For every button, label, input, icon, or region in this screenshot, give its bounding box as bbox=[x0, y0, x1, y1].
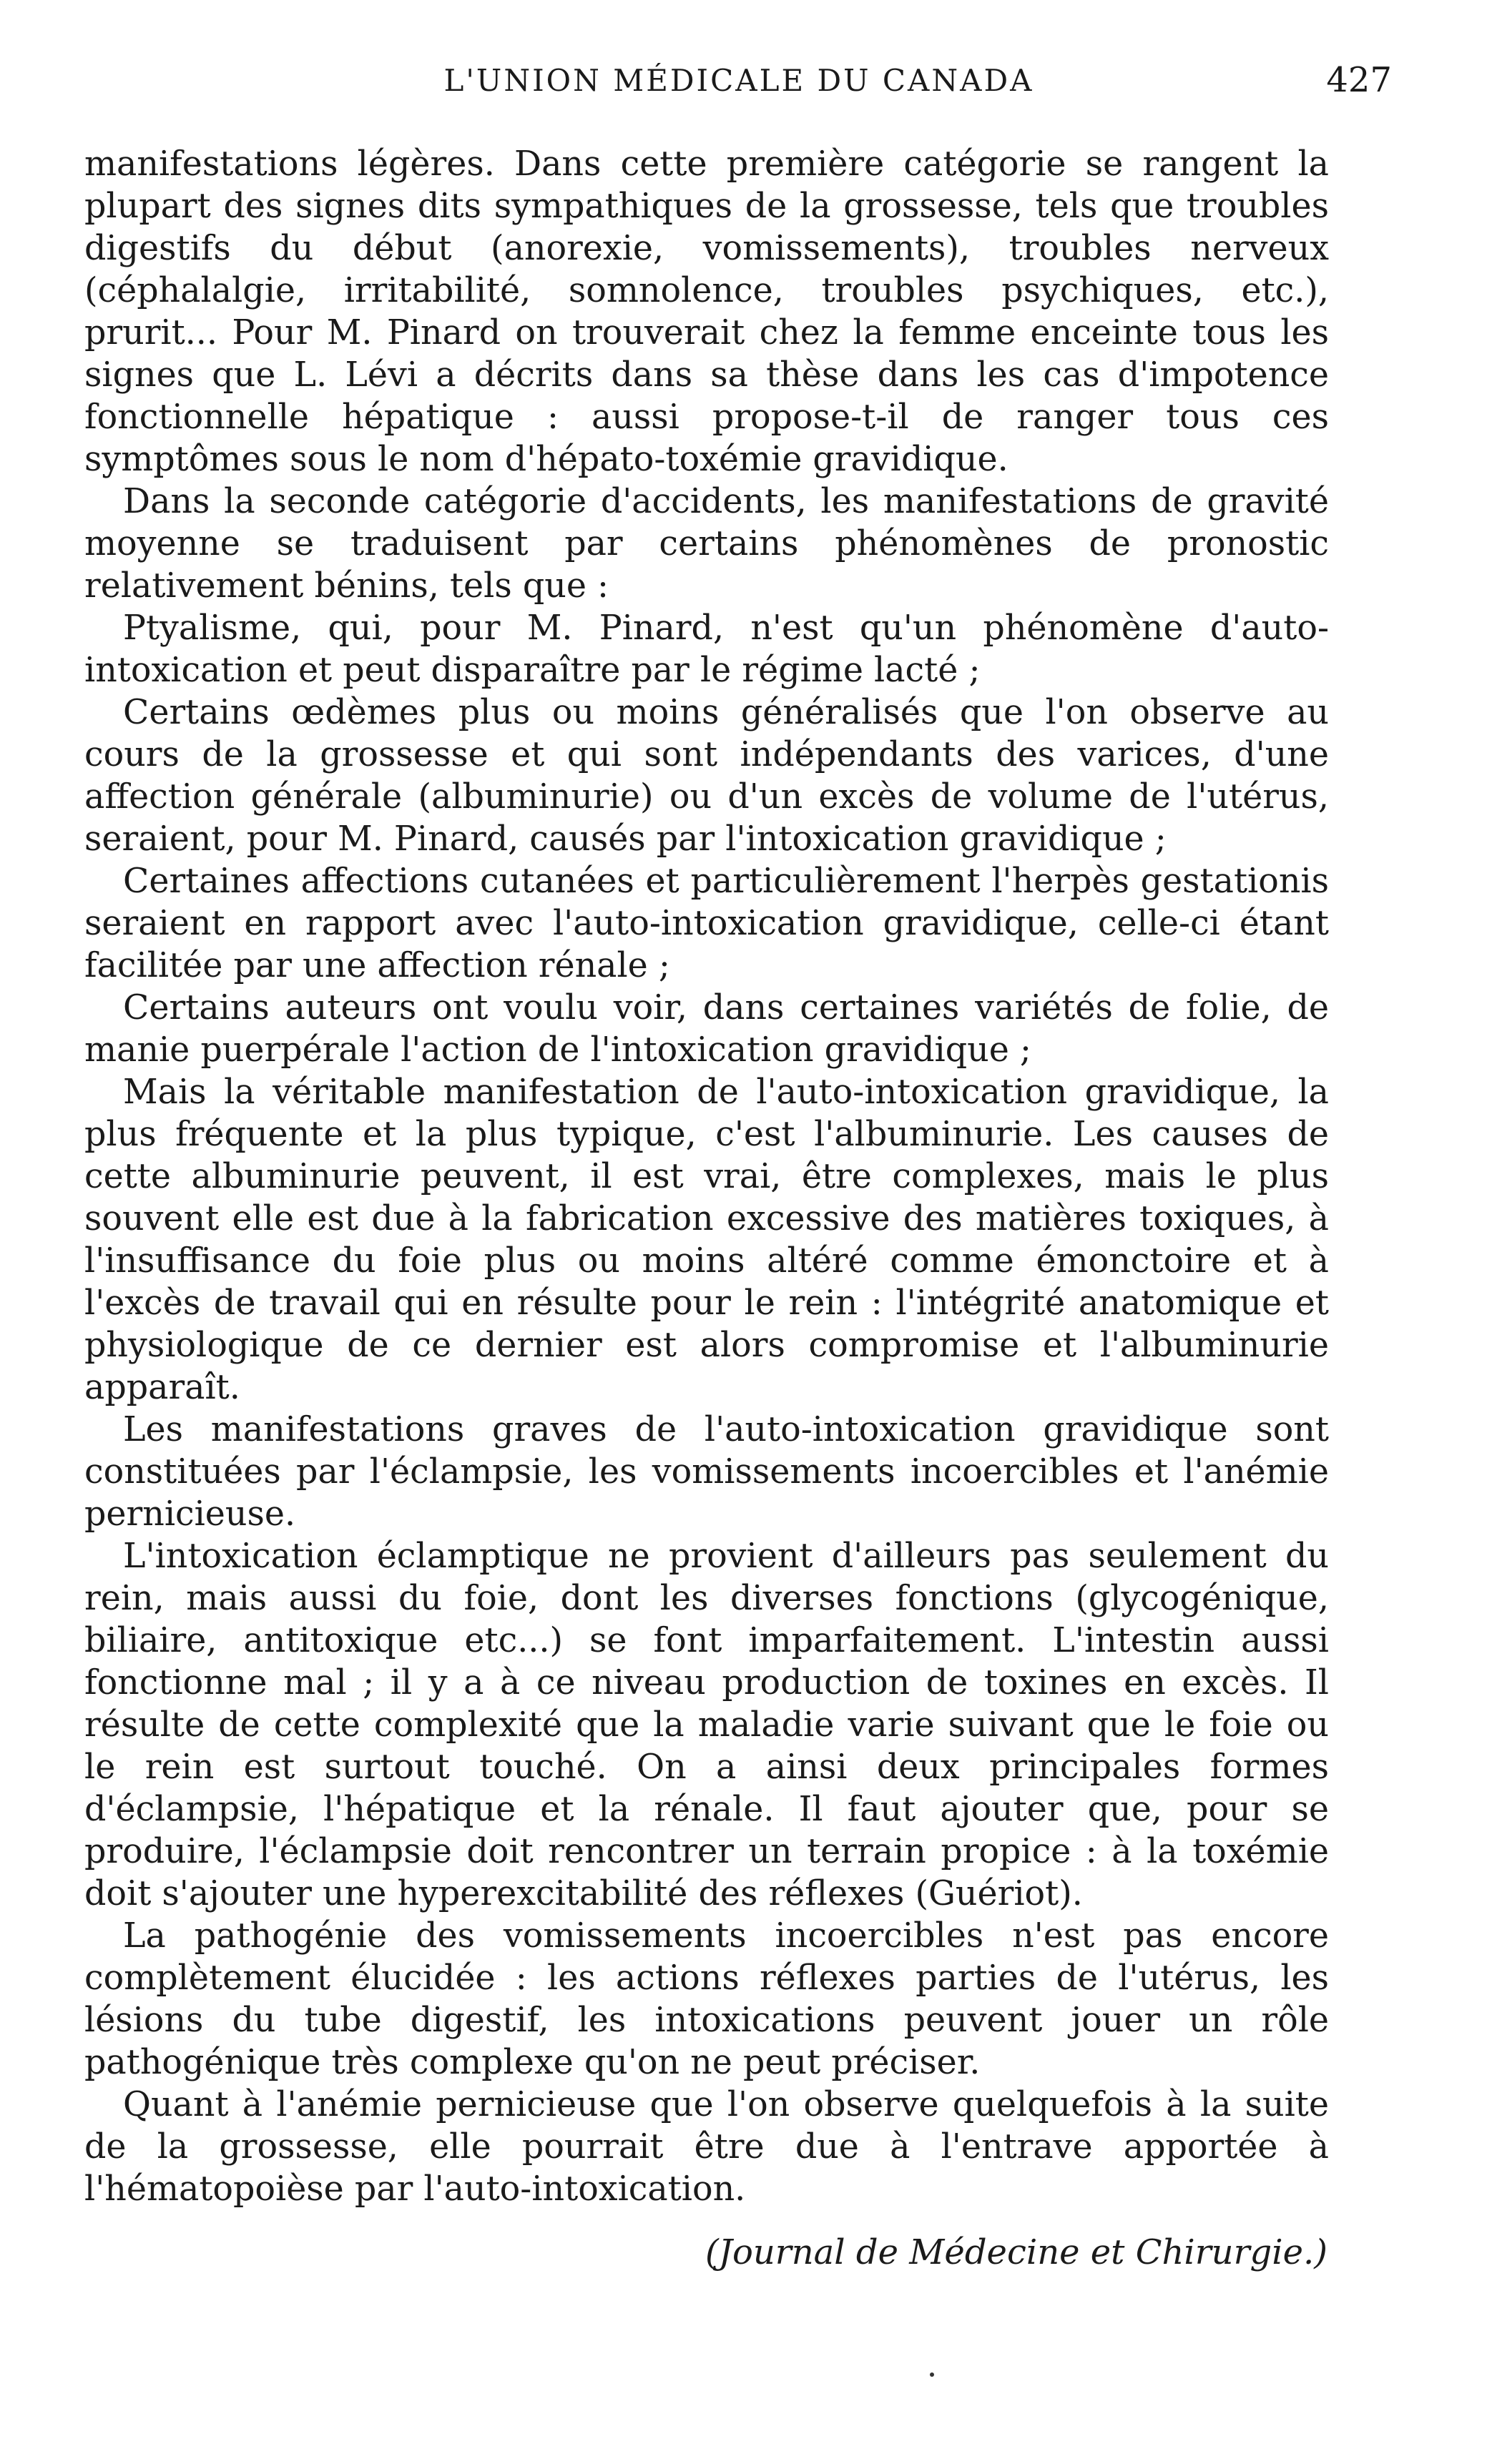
paragraph-10: La pathogénie des vomissements incoercibles n'est pas encore complètement élucidée : les actions réflexes parties de l'utérus, les lésions du tube digestif, les intoxications peuvent jouer un rôle pathogénique très complexe qu'on ne peut préciser. bbox=[84, 1916, 1329, 2082]
body-text bbox=[84, 143, 1329, 2210]
print-speck bbox=[930, 2372, 934, 2377]
paragraph-3: Ptyalisme, qui, pour M. Pinard, n'est qu'un phénomène d'auto-intoxication et peut disparaître par le régime lacté ; bbox=[84, 608, 1329, 690]
paragraph-8: Les manifestations graves de l'auto-intoxication gravidique sont constituées par l'éclampsie, les vomissements incoercibles et l'anémie pernicieuse. bbox=[84, 1410, 1329, 1534]
paragraph-2: Dans la seconde catégorie d'accidents, les manifestations de gravité moyenne se traduisent par certains phénomènes de pronostic relativement bénins, tels que : bbox=[84, 482, 1329, 606]
running-head: L'UNION MÉDICALE DU CANADA bbox=[443, 63, 1034, 98]
paragraph-9: L'intoxication éclamptique ne provient d'ailleurs pas seulement du rein, mais aussi du foie, dont les diverses fonctions (glycogénique, biliaire, antitoxique etc...) se font imparfaitement. L'intestin aussi fonctionne mal ; il y a à ce niveau production de toxines en excès. Il résulte de cette complexité que la maladie varie suivant que le foie ou le rein est surtout touché. On a ainsi deux principales formes d'éclampsie, l'hépatique et la rénale. Il faut ajouter que, pour se produire, l'éclampsie doit rencontrer un terrain propice : à la toxémie doit s'ajouter une hyperexcitabilité des réflexes (Guériot). bbox=[84, 1537, 1329, 1913]
page-number: 427 bbox=[1326, 60, 1392, 100]
paragraph-1: manifestations légères. Dans cette première catégorie se rangent la plupart des signes dits sympathiques de la grossesse, tels que troubles digestifs du début (anorexie, vomissements), troubles nerveux (céphalalgie, irritabilité, somnolence, troubles psychiques, etc.), prurit... Pour M. Pinard on trouverait chez la femme enceinte tous les signes que L. Lévi a décrits dans sa thèse dans les cas d'impotence fonctionnelle hépatique : aussi propose-t-il de ranger tous ces symptômes sous le nom d'hépato-toxémie gravidique. bbox=[84, 144, 1329, 479]
paragraph-7: Mais la véritable manifestation de l'auto-intoxication gravidique, la plus fréquente et la plus typique, c'est l'albuminurie. Les causes de cette albuminurie peuvent, il est vrai, être complexes, mais le plus souvent elle est due à la fabrication excessive des matières toxiques, à l'insuffisance du foie plus ou moins altéré comme émonctoire et à l'excès de travail qui en résulte pour le rein : l'intégrité anatomique et physiologique de ce dernier est alors compromise et l'albuminurie apparaît. bbox=[84, 1073, 1329, 1407]
page-header bbox=[86, 60, 1392, 113]
paragraph-6: Certains auteurs ont voulu voir, dans certaines variétés de folie, de manie puerpérale l'action de l'intoxication gravidique ; bbox=[84, 988, 1329, 1070]
paragraph-4: Certains œdèmes plus ou moins généralisés que l'on observe au cours de la grossesse et qui sont indépendants des varices, d'une affection générale (albuminurie) ou d'un excès de volume de l'utérus, seraient, pour M. Pinard, causés par l'intoxication gravidique ; bbox=[84, 693, 1329, 859]
paragraph-11: Quant à l'anémie pernicieuse que l'on observe quelquefois à la suite de la grossesse, elle pourrait être due à l'entrave apportée à l'hématopoièse par l'auto-intoxication. bbox=[84, 2085, 1329, 2209]
paragraph-5: Certaines affections cutanées et particulièrement l'herpès gestationis seraient en rapport avec l'auto-intoxication gravidique, celle-ci étant facilitée par une affection rénale ; bbox=[84, 862, 1329, 985]
source-citation: (Journal de Médecine et Chirurgie.) bbox=[705, 2232, 1327, 2272]
